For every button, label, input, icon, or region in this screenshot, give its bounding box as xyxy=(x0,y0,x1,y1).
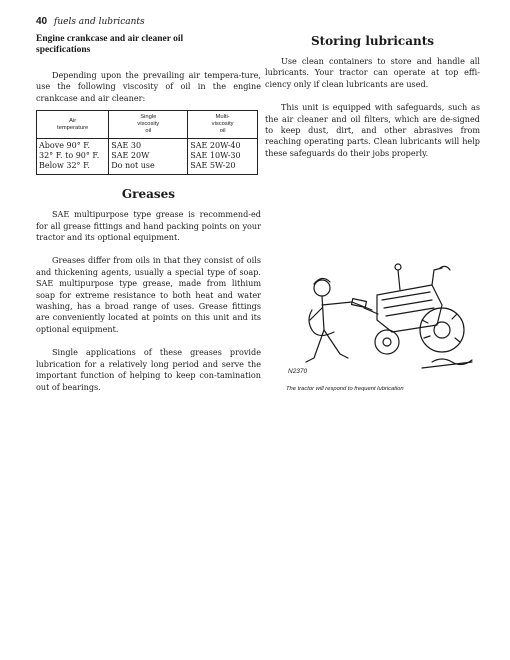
cell-multi-oil: SAE 10W-30 xyxy=(188,151,258,161)
engine-oil-heading-line-1: Engine crankcase and air cleaner oil xyxy=(36,34,184,44)
header-line: oil xyxy=(219,128,226,135)
header-line: viscosity xyxy=(137,121,160,128)
header-air-temperature xyxy=(37,111,109,139)
greases-paragraph-1: SAE multipurpose type grease is recommend-ed for all grease fittings and hand packing points on your tractor and its optional equipment. xyxy=(36,209,261,243)
header-line: Single xyxy=(140,114,157,121)
cell-single-oil: SAE 30 xyxy=(109,139,188,152)
page-number: 40 xyxy=(36,16,48,27)
tractor-cartoon-illustration xyxy=(282,250,482,385)
table-row xyxy=(37,151,258,161)
running-title: fuels and lubricants xyxy=(54,17,145,27)
viscosity-table-header xyxy=(37,111,258,139)
header-line: viscosity xyxy=(211,121,234,128)
illustration-caption: The tractor will respond to frequent lubrication xyxy=(286,386,404,392)
greases-title: Greases xyxy=(121,187,176,202)
header-multi-viscosity xyxy=(188,111,258,139)
right-column xyxy=(265,34,480,171)
left-column xyxy=(36,34,261,405)
illustration-number: N2370 xyxy=(288,368,308,375)
header-line: Air xyxy=(69,117,77,124)
greases-paragraph-2: Greases differ from oils in that they consist of oils and thickening agents, usually a special type of soap. SAE multipurpose type grease, made from lithium soap for extreme resistance to both heat and water washing, has a broad range of uses. Grease fittings are conveniently located at points on this unit and its optional equipment. xyxy=(36,255,261,334)
cell-temperature: 32° F. to 90° F. xyxy=(37,151,109,161)
header-line: Multi- xyxy=(215,114,230,121)
page-header xyxy=(36,16,145,27)
cell-multi-oil: SAE 5W-20 xyxy=(188,161,258,175)
header-line: oil xyxy=(145,128,152,135)
header-line: temperature xyxy=(56,124,89,131)
header-single-viscosity xyxy=(109,111,188,139)
viscosity-intro: Depending upon the prevailing air tempera-ture, use the following viscosity of oil in the engine crankcase and air cleaner: xyxy=(36,70,261,103)
cell-temperature: Below 32° F. xyxy=(37,161,109,175)
table-row xyxy=(37,139,258,152)
cell-single-oil: SAE 20W xyxy=(109,151,188,161)
greases-paragraph-3: Single applications of these greases provide lubrication for a relatively long period and serve the important function of helping to keep con-tamination out of bearings. xyxy=(36,347,261,392)
engine-oil-heading-line-2: specifications xyxy=(36,45,91,55)
storing-lubricants-title: Storing lubricants xyxy=(310,34,435,48)
table-row xyxy=(37,161,258,175)
viscosity-table xyxy=(36,110,258,175)
cell-temperature: Above 90° F. xyxy=(37,139,109,152)
cell-single-oil: Do not use xyxy=(109,161,188,175)
storing-paragraph-1: Use clean containers to store and handle all lubricants. Your tractor can operate at top effi-ciency only if clean lubricants are used. xyxy=(265,56,480,89)
storing-paragraph-2: This unit is equipped with safeguards, such as the air cleaner and oil filters, which are de-signed to keep dust, dirt, and other abrasives from reaching operating parts. Clean lubricants will help these safeguards do their jobs properly. xyxy=(265,102,480,158)
cell-multi-oil: SAE 20W-40 xyxy=(188,139,258,152)
